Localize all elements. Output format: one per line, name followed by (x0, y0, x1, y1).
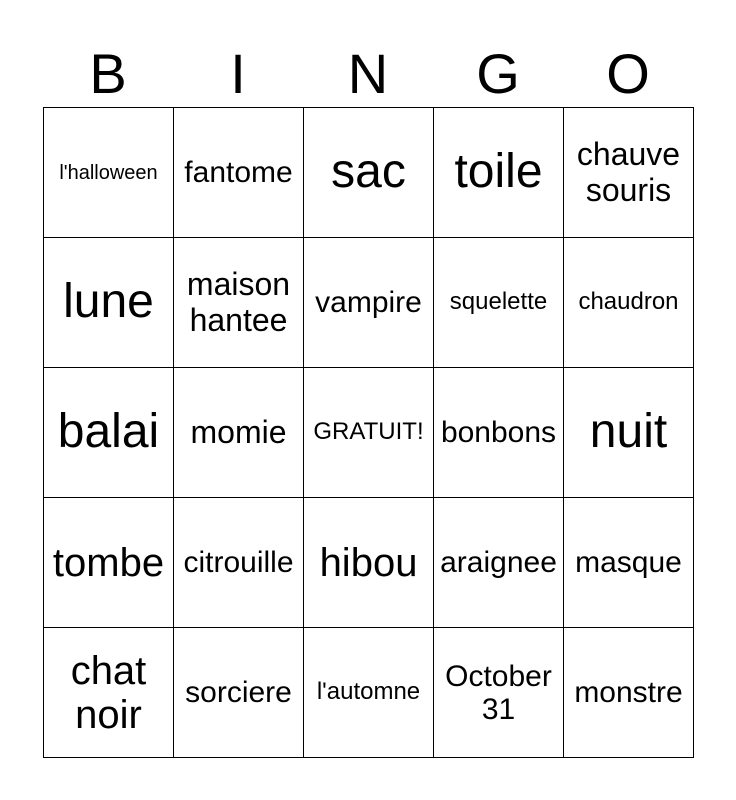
cell-label: masque (575, 546, 682, 579)
cell-label: chaudron (578, 288, 679, 316)
bingo-header (43, 42, 693, 106)
header-letter-g: G (476, 42, 520, 105)
cell-label: balai (57, 405, 160, 459)
cell-label: bonbons (440, 416, 557, 449)
cell-label: monstre (574, 676, 683, 709)
cell-label: sorciere (185, 676, 292, 709)
bingo-cell[interactable] (44, 368, 174, 498)
cell-label: citrouille (183, 546, 294, 579)
bingo-cell[interactable] (434, 108, 564, 238)
bingo-cell[interactable] (174, 368, 304, 498)
bingo-cell[interactable] (434, 368, 564, 498)
header-letter-o: O (606, 42, 650, 105)
header-letter-i: I (230, 42, 246, 105)
bingo-cell[interactable] (304, 498, 434, 628)
cell-label: chat noir (70, 648, 147, 737)
bingo-cell[interactable] (44, 108, 174, 238)
cell-label: chauve souris (576, 136, 681, 208)
bingo-board (43, 107, 694, 758)
bingo-cell[interactable] (174, 108, 304, 238)
free-space-label: GRATUIT! (313, 418, 424, 446)
cell-label: maison hantee (186, 266, 291, 338)
bingo-cell[interactable] (564, 498, 694, 628)
bingo-cell[interactable] (44, 498, 174, 628)
cell-label: toile (454, 145, 543, 199)
bingo-cell[interactable] (564, 628, 694, 758)
cell-label: nuit (589, 405, 668, 459)
cell-label: hibou (319, 540, 418, 585)
bingo-cell[interactable] (174, 498, 304, 628)
bingo-cell[interactable] (304, 238, 434, 368)
cell-label: l'automne (316, 678, 421, 706)
bingo-cell-free[interactable] (304, 368, 434, 498)
bingo-cell[interactable] (174, 628, 304, 758)
cell-label: momie (190, 413, 287, 450)
bingo-cell[interactable] (174, 238, 304, 368)
header-letter-n: N (347, 42, 389, 105)
bingo-cell[interactable] (434, 238, 564, 368)
cell-label: sac (331, 145, 406, 199)
bingo-cell[interactable] (564, 368, 694, 498)
bingo-cell[interactable] (44, 628, 174, 758)
cell-label: October 31 (445, 659, 552, 726)
bingo-cell[interactable] (304, 108, 434, 238)
cell-label: araignee (440, 546, 557, 579)
cell-label: squelette (449, 288, 548, 316)
bingo-cell[interactable] (564, 238, 694, 368)
bingo-cell[interactable] (304, 628, 434, 758)
cell-label: vampire (315, 286, 422, 319)
bingo-cell[interactable] (564, 108, 694, 238)
cell-label: lune (63, 275, 154, 329)
header-letter-b: B (89, 42, 127, 105)
cell-label: l'halloween (59, 161, 158, 184)
bingo-cell[interactable] (44, 238, 174, 368)
bingo-cell[interactable] (434, 628, 564, 758)
bingo-cell[interactable] (434, 498, 564, 628)
cell-label: tombe (52, 540, 165, 585)
cell-label: fantome (184, 156, 293, 189)
